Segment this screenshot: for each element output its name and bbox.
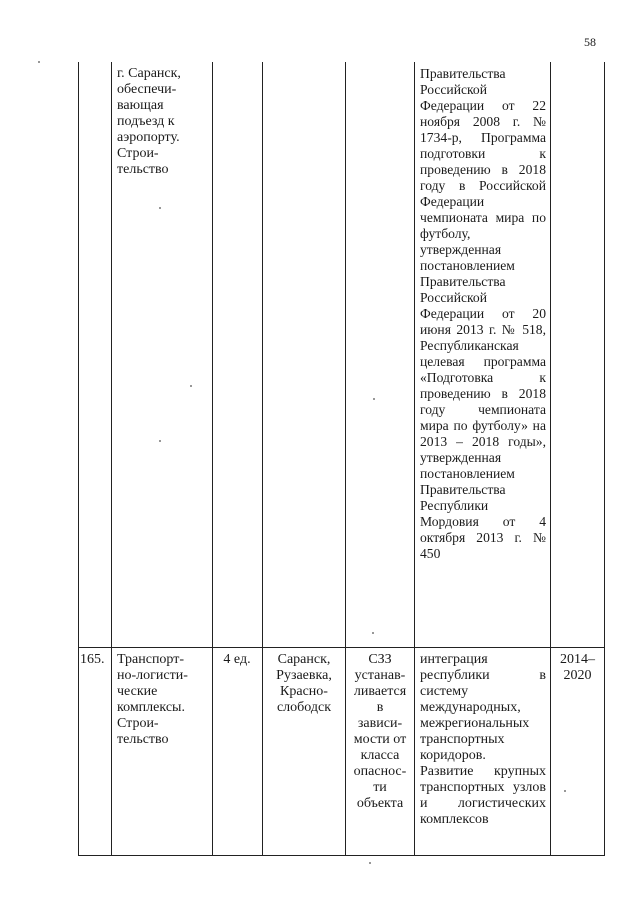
location-cell: Саранск, Рузаевка, Красно- слободск: [276, 652, 332, 715]
table-border-right: [604, 62, 605, 856]
basis-document-cell: Правительства Российской Федерации от 22 ноября 2008 г. № 1734-р, Программа подготовки к проведению в 2018 году в Российской Федерации чемпионата мира по футболу, утвержденная постановлением Правительства Российской Федерации от 20 июня 2013 г. № 518, Республиканская целевая программа «Подготовка к проведению в 2018 году чемпионата мира по футболу» на 2013 – 2018 годы», утвержденная постановлением Правительства Республики Мордовия от 4 октября 2013 г. № 450: [420, 66, 546, 561]
table-border-left: [78, 62, 79, 856]
column-divider: [550, 62, 551, 856]
scan-speck: [564, 790, 566, 792]
column-divider: [111, 62, 112, 856]
period-cell: 2014– 2020: [560, 652, 595, 683]
scan-speck: [369, 862, 371, 864]
scan-speck: [159, 440, 161, 442]
page-number: 58: [584, 35, 596, 49]
table-bottom-border: [78, 855, 604, 856]
sanitary-zone-cell: СЗЗ устанав- ливается в зависи- мости от класса опаснос- ти объекта: [353, 652, 407, 811]
scan-speck: [159, 207, 161, 209]
scan-speck: [373, 398, 375, 400]
purpose-cell: интеграция республики в систему международных, межрегиональных транспортных коридоров. Развитие крупных транспортных узлов и логистических комплексов: [420, 652, 546, 827]
scan-speck: [372, 632, 374, 634]
column-divider: [262, 62, 263, 856]
column-divider: [212, 62, 213, 856]
quantity-cell: 4 ед.: [223, 652, 251, 667]
row-number-cell: 165.: [80, 652, 105, 667]
table-row-divider: [78, 647, 604, 648]
scan-speck: [38, 61, 40, 63]
object-description-cell: г. Саранск, обеспечи- вающая подъезд к аэропорту. Строи- тельство: [117, 66, 181, 177]
column-divider: [414, 62, 415, 856]
scan-speck: [190, 385, 192, 387]
object-description-cell: Транспорт- но-логисти- ческие комплексы. Строи- тельство: [117, 652, 188, 747]
